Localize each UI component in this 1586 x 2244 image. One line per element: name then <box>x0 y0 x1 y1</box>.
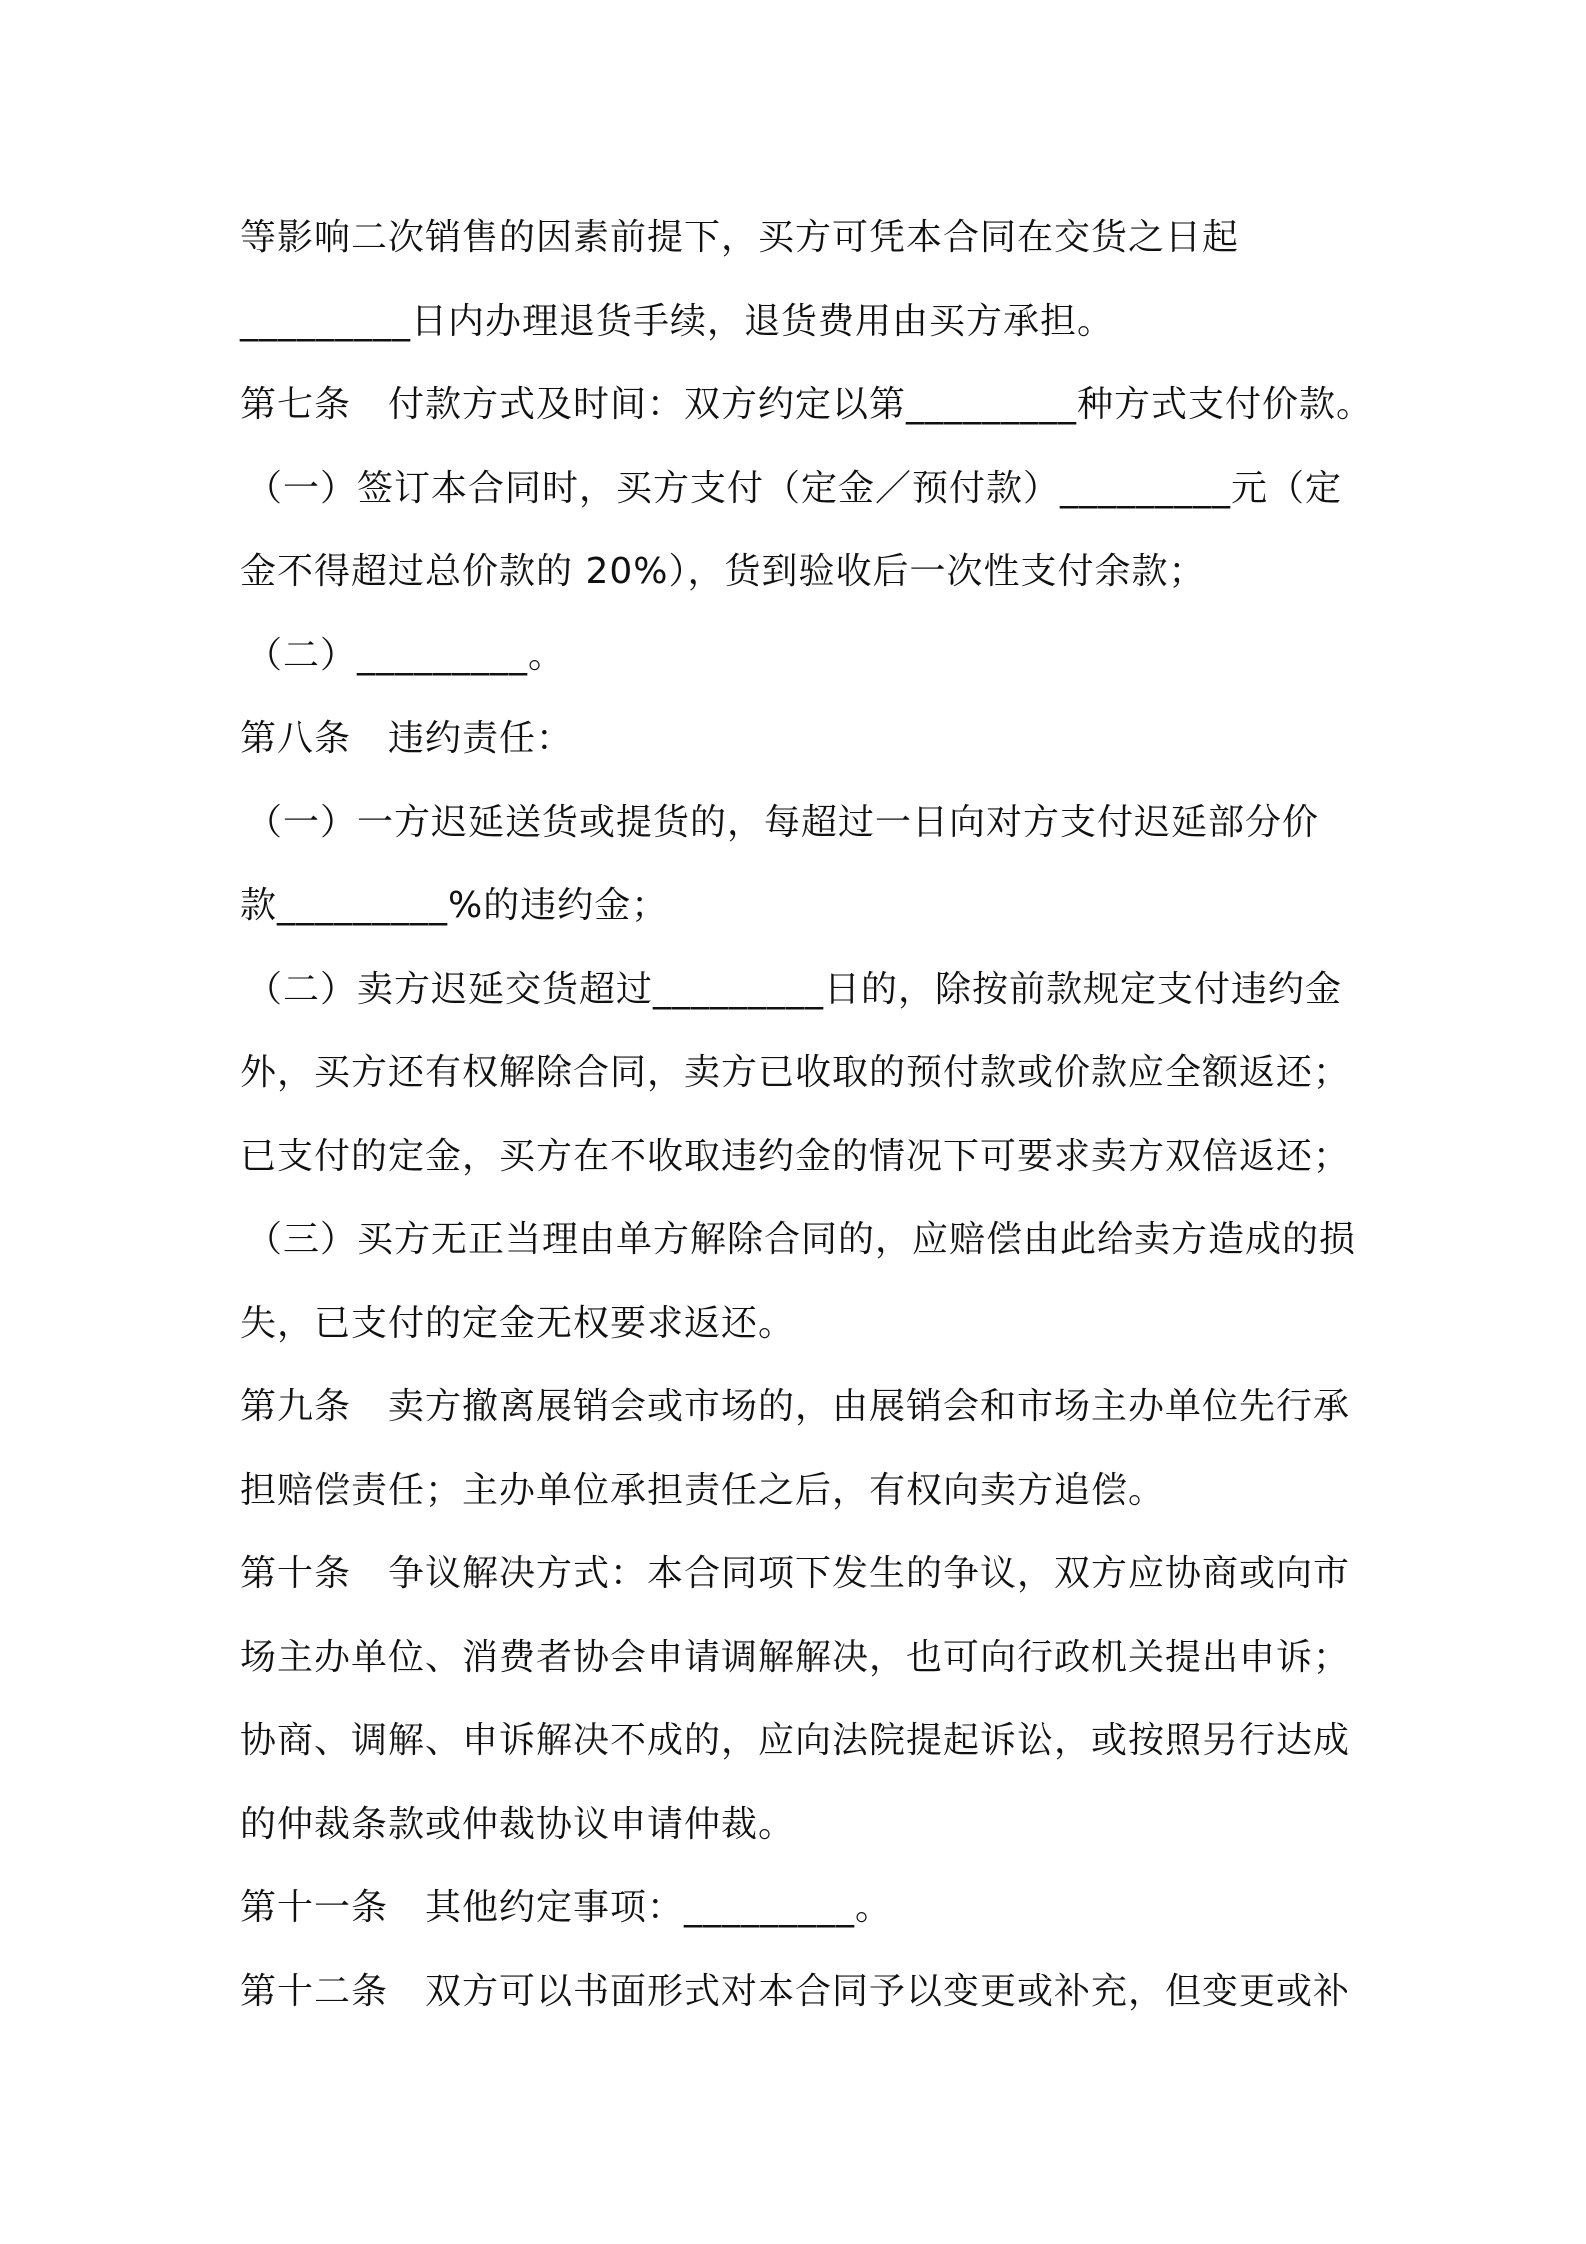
text-line: 外，买方还有权解除合同，卖方已收取的预付款或价款应全额返还； <box>240 1052 1351 1093</box>
text-line: 协商、调解、申诉解决不成的，应向法院提起诉讼，或按照另行达成 <box>240 1720 1351 1761</box>
clause-item: （二）_________。 <box>246 634 566 676</box>
article-11-heading: 第十一条 其他约定事项：_________。 <box>240 1887 893 1928</box>
text-line: _________日内办理退货手续，退货费用由买方承担。 <box>240 300 1115 342</box>
article-7-heading: 第七条 付款方式及时间：双方约定以第_________种方式支付价款。 <box>240 384 1374 425</box>
text-line: 失，已支付的定金无权要求返还。 <box>240 1302 796 1344</box>
clause-item: （二）卖方迟延交货超过_________日的，除按前款规定支付违约金 <box>246 968 1343 1010</box>
text-line: 金不得超过总价款的 20%），货到验收后一次性支付余款； <box>240 551 1206 592</box>
text-line: 场主办单位、消费者协会申请调解解决，也可向行政机关提出申诉； <box>240 1636 1351 1678</box>
article-10-heading: 第十条 争议解决方式：本合同项下发生的争议，双方应协商或向市 <box>240 1553 1351 1594</box>
text-line: 等影响二次销售的因素前提下，买方可凭本合同在交货之日起 <box>240 217 1240 258</box>
document-body <box>240 196 1374 2033</box>
clause-item: （一）签订本合同时，买方支付（定金／预付款）_________元（定 <box>246 467 1343 509</box>
clause-item: （一）一方迟延送货或提货的，每超过一日向对方支付迟延部分价 <box>246 801 1320 843</box>
text-line: 款_________%的违约金； <box>240 885 669 926</box>
article-9-heading: 第九条 卖方撤离展销会或市场的，由展销会和市场主办单位先行承 <box>240 1386 1351 1427</box>
text-line: 已支付的定金，买方在不收取违约金的情况下可要求卖方双倍返还； <box>240 1135 1351 1177</box>
article-12-heading: 第十二条 双方可以书面形式对本合同予以变更或补充，但变更或补 <box>240 1970 1351 2012</box>
text-line: 的仲裁条款或仲裁协议申请仲裁。 <box>240 1803 796 1845</box>
clause-item: （三）买方无正当理由单方解除合同的，应赔偿由此给卖方造成的损 <box>246 1219 1357 1260</box>
article-8-heading: 第八条 违约责任： <box>240 718 574 759</box>
text-line: 担赔偿责任；主办单位承担责任之后，有权向卖方追偿。 <box>240 1469 1166 1511</box>
